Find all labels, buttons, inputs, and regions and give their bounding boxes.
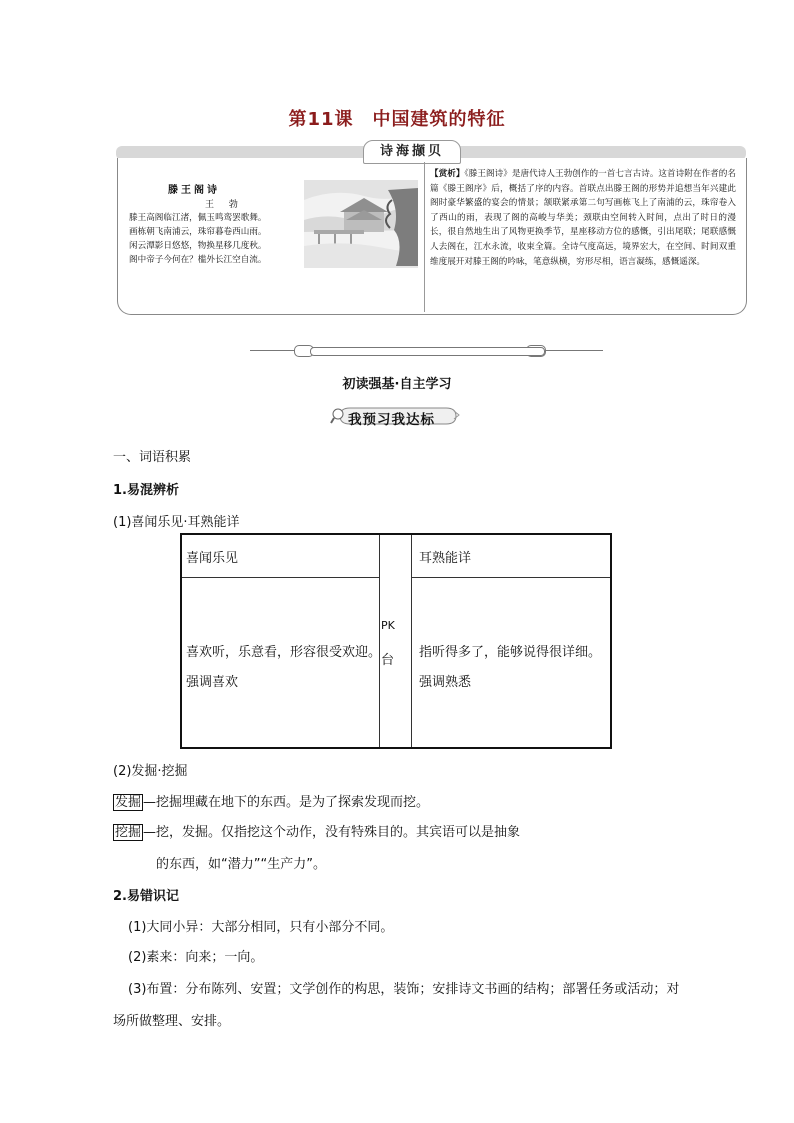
poem-panel-tab: 诗海撷贝	[363, 140, 461, 164]
poem-line: 画栋朝飞南浦云，珠帘暮卷西山雨。	[129, 227, 267, 237]
term-definition-row	[113, 791, 429, 810]
poem-line: 滕王高阁临江渚，佩玉鸣鸾罢歌舞。	[129, 213, 267, 223]
poem-line: 闲云潭影日悠悠，物换星移几度秋。	[129, 241, 267, 251]
term-box: 挖掘	[115, 825, 142, 840]
table-divider-right	[411, 535, 412, 747]
poem-author: 王 勃	[205, 200, 244, 210]
table-left-emphasis: 强调喜欢	[186, 675, 239, 690]
item-label: (2)发掘·挖掘	[113, 764, 188, 779]
term-definition-continued: 的东西，如“潜力”“生产力”。	[156, 857, 326, 872]
term-definition: —挖掘埋藏在地下的东西。是为了探索发现而挖。	[143, 795, 430, 810]
pk-stage-label: 台	[381, 653, 395, 668]
pavilion-painting-image	[304, 180, 418, 268]
lesson-title: 第11课 中国建筑的特征	[288, 109, 506, 130]
table-right-header: 耳熟能详	[419, 551, 472, 566]
table-right-definition: 指听得多了，能够说得很详细。	[419, 645, 602, 660]
poem-body	[129, 211, 267, 267]
poem-title: 滕王阁诗	[168, 185, 220, 196]
term-definition: —挖，发掘。仅指挖这个动作，没有特殊目的。其宾语可以是抽象	[143, 825, 521, 840]
appreciation-text: 《滕王阁诗》是唐代诗人王勃创作的一首七言古诗。这首诗附在作者的名篇《滕王阁序》后，概括了序的内容。首联点出滕王阁的形势并追想当年兴建此阁时豪华繁盛的宴会的情景；颔联紧承第二句写画栋飞上了南浦的云，珠帘卷入了西山的雨，表现了阁的高峻与华美；颈联由空间转入时间，点出了时日的漫长，很自然地生出了风物更换季节，星座移动方位的感慨，引出尾联；尾联感慨人去阁在，江水永流，收束全篇。全诗气度高远，境界宏大，在空间、时间双重维度展开对滕王阁的吟咏，笔意纵横，穷形尽相，语言凝练，感慨遥深。	[430, 169, 736, 267]
error-item-continued: 场所做整理、安排。	[113, 1014, 231, 1029]
table-left-header: 喜闻乐见	[186, 551, 239, 566]
table-left-definition: 喜欢听，乐意看，形容很受欢迎。	[186, 645, 382, 660]
error-item: (2)素来：向来；一向。	[128, 950, 264, 965]
appreciation-label: 【赏析】	[430, 169, 465, 179]
scroll-rod-line-right	[541, 350, 603, 351]
item-label: (1)喜闻乐见·耳熟能详	[113, 515, 240, 530]
section-heading: 初读强基·自主学习	[342, 377, 452, 392]
poem-line: 阁中帝子今何在？槛外长江空自流。	[129, 255, 267, 265]
subsection-heading: 1.易混辨析	[113, 483, 179, 498]
error-item: (3)布置：分布陈列、安置；文学创作的构思，装饰；安排诗文书画的结构；部署任务或活动；对	[128, 982, 680, 997]
preview-badge-label: 我预习我达标	[348, 412, 435, 428]
part-heading: 一、词语积累	[113, 450, 192, 465]
pk-label: PK	[381, 619, 395, 632]
poem-appreciation	[430, 167, 736, 269]
term-definition-row	[113, 821, 520, 840]
table-header-line-right	[412, 577, 610, 578]
table-header-line-left	[182, 577, 379, 578]
term-box: 发掘	[115, 795, 142, 810]
table-right-emphasis: 强调熟悉	[419, 675, 472, 690]
subsection-heading: 2.易错识记	[113, 889, 179, 904]
scroll-rod	[310, 347, 545, 356]
panel-divider	[424, 162, 425, 312]
error-item: (1)大同小异：大部分相同，只有小部分不同。	[128, 920, 394, 935]
